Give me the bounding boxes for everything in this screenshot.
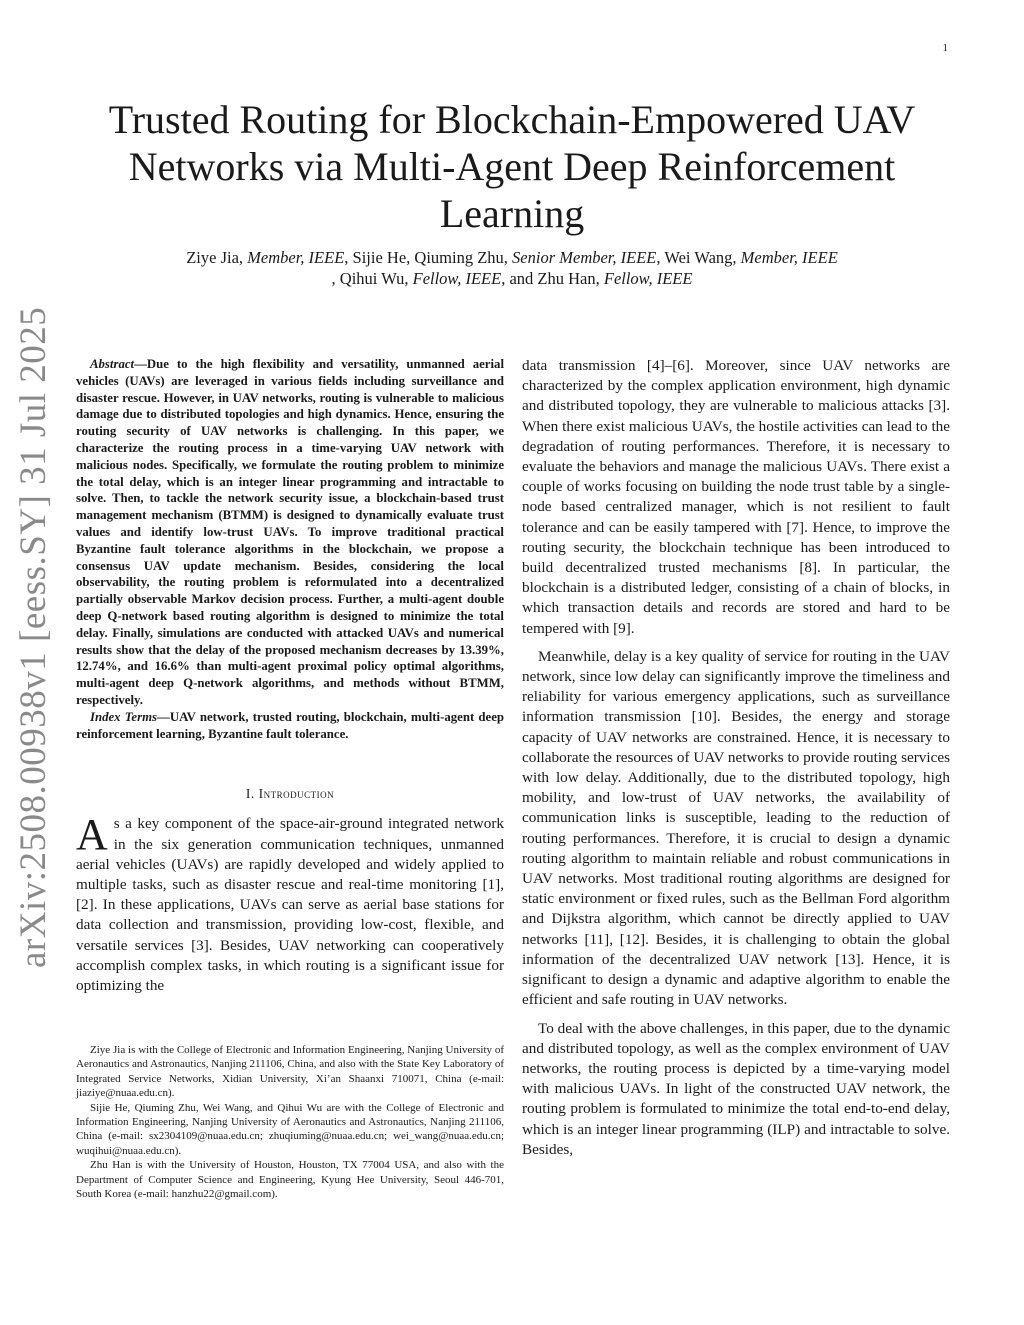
body-paragraph: To deal with the above challenges, in this paper, due to the dynamic and distributed topology, as well as the complex environment of UAV networks, the routing process is depicted by a time-varying model with malicious UAVs. In light of the constructed UAV network, the routing problem is formulated to minimize the total end-to-end delay, which is an integer linear programming (ILP) and intractable to solve. Besides, [522,1019,950,1158]
introduction-text: s a key component of the space-air-ground integrated network in the six generation communication techniques, unmanned aerial vehicles (UAVs) are rapidly developed and widely applied to multiple tasks, such as disaster rescue and real-time monitoring [1], [2]. In these applications, UAVs can serve as aerial base stations for data collection and transmission, providing low-cost, flexible, and versatile services [3]. Besides, UAV networking can cooperatively accomplish complex tasks, in which routing is a significant issue for optimizing the [76,815,504,994]
footnote: Sijie He, Qiuming Zhu, Wei Wang, and Qihui Wu are with the College of Electronic and Information Engineering, Nanjing University of Aeronautics and Astronautics, Nanjing 211106, China (e-mail: sx2304109@nuaa.edu.cn; zhuqiuming@nuaa.edu.cn; wei_wang@nuaa.edu.cn; wuqihui@nuaa.edu.cn). [76,1101,504,1157]
author-name: , Wei Wang, [656,248,741,267]
author-affiliation-title: Member, IEEE [247,248,345,267]
author-affiliation-title: Member, IEEE [740,248,838,267]
footnote: Ziye Jia is with the College of Electronic and Information Engineering, Nanjing University of Aeronautics and Astronautics, Nanjing 211106, China, and also with the State Key Laboratory of Integrated Service Networks, Xidian University, Xi’an Shaanxi 710071, China (e-mail: jiaziye@nuaa.edu.cn). [76,1044,504,1100]
author-name: , Qihui Wu, [331,269,413,288]
author-name: Ziye Jia, [186,248,248,267]
page-number: 1 [942,42,948,54]
section-heading-introduction [76,786,504,802]
author-footnotes [76,1043,504,1201]
footnote: Zhu Han is with the University of Houston, Houston, TX 77004 USA, and also with the Department of Computer Science and Engineering, Kyung Hee University, Seoul 446-701, South Korea (e-mail: hanzhu22@gmail.com). [76,1159,504,1201]
body-paragraph: Meanwhile, delay is a key quality of service for routing in the UAV network, since low delay can significantly improve the timeliness and reliability for various emergency applications, such as surveillance information transmission [10]. Besides, the energy and storage capacity of UAV networks are constrained. Hence, it is necessary to collaborate the resources of UAV networks to provide routing services with low delay. Additionally, due to the distributed topology, high mobility, and low-trust of UAV networks, the availability of communication links is susceptible, leading to the reduction of routing performances. Therefore, it is crucial to design a dynamic routing algorithm to maintain reliable and robust communications in UAV networks. Most traditional routing algorithms are designed for static environment or fixed rules, such as the Bellman Ford algorithm and Dijkstra algorithm, which cannot be directly applied to UAV networks [11], [12]. Besides, it is challenging to obtain the global information of the decentralized UAV network [13]. Hence, it is significant to design a dynamic and adaptive algorithm to enable the efficient and safe routing in UAV networks. [522,647,950,1009]
left-column [76,356,504,996]
body-paragraph: data transmission [4]–[6]. Moreover, since UAV networks are characterized by the complex application environment, high dynamic and distributed topology, they are vulnerable to malicious attacks [3]. When there exist malicious UAVs, the hostile activities can lead to the degradation of routing performances. Therefore, it is necessary to evaluate the behaviors and manage the malicious UAVs. There exist a couple of works focusing on building the node trust table by a single-node based centralized manager, which is not resilient to fault tolerance and can be easily tampered with [7]. Hence, to improve the routing security, the blockchain technique has been introduced to build decentralized trusted mechanisms [8]. In particular, the blockchain is a distributed ledger, consisting of a chain of blocks, in which transaction details and records are stored and hard to be tempered with [9]. [522,357,950,637]
abstract-text: —Due to the high flexibility and versatility, unmanned aerial vehicles (UAVs) are leveraged in various fields including surveillance and disaster rescue. However, in UAV networks, routing is vulnerable to malicious damage due to distributed topologies and high dynamics. Hence, ensuring the routing security of UAV networks is challenging. In this paper, we characterize the routing process in a time-varying UAV network with malicious nodes. Specifically, we formulate the routing problem to minimize the total delay, which is an integer linear programming and intractable to solve. Then, to tackle the network security issue, a blockchain-based trust management mechanism (BTMM) is designed to dynamically evaluate trust values and identify low-trust UAVs. To improve traditional practical Byzantine fault tolerance algorithms in the blockchain, we propose a consensus UAV update mechanism. Besides, considering the local observability, the routing problem is reformulated into a decentralized partially observable Markov decision process. Further, a multi-agent double deep Q-network based routing algorithm is designed to minimize the total delay. Finally, simulations are conducted with attacked UAVs and numerical results show that the delay of the proposed mechanism decreases by 13.39%, 12.74%, and 16.6% than multi-agent proximal policy optimal algorithms, multi-agent deep Q-network algorithms, and methods without BTMM, respectively. [76,357,504,707]
author-affiliation-title: Fellow, IEEE [603,269,693,288]
index-terms-label: Index Terms [90,709,158,724]
index-terms-text: —UAV network, trusted routing, blockchain, multi-agent deep reinforcement learning, Byzantine fault tolerance. [76,709,505,741]
arxiv-identifier-stamp: arXiv:2508.00938v1 [eess.SY] 31 Jul 2025 [13,306,54,968]
abstract-label: Abstract [90,357,135,371]
drop-cap: A [76,810,108,860]
right-column [522,356,950,1168]
author-list [80,247,944,289]
author-name: , and Zhu Han, [501,269,604,288]
author-name: , Sijie He, Qiuming Zhu, [344,248,513,267]
author-affiliation-title: Fellow, IEEE [412,269,502,288]
abstract [76,356,504,709]
author-affiliation-title: Senior Member, IEEE [512,248,657,267]
paper-title: Trusted Routing for Blockchain-Empowered UAV Networks via Multi-Agent Deep Reinforcement Learning [108,97,916,236]
section-number: I. [245,786,259,802]
introduction-paragraph [76,810,504,996]
index-terms [76,709,504,743]
section-title: Introduction [258,786,335,802]
